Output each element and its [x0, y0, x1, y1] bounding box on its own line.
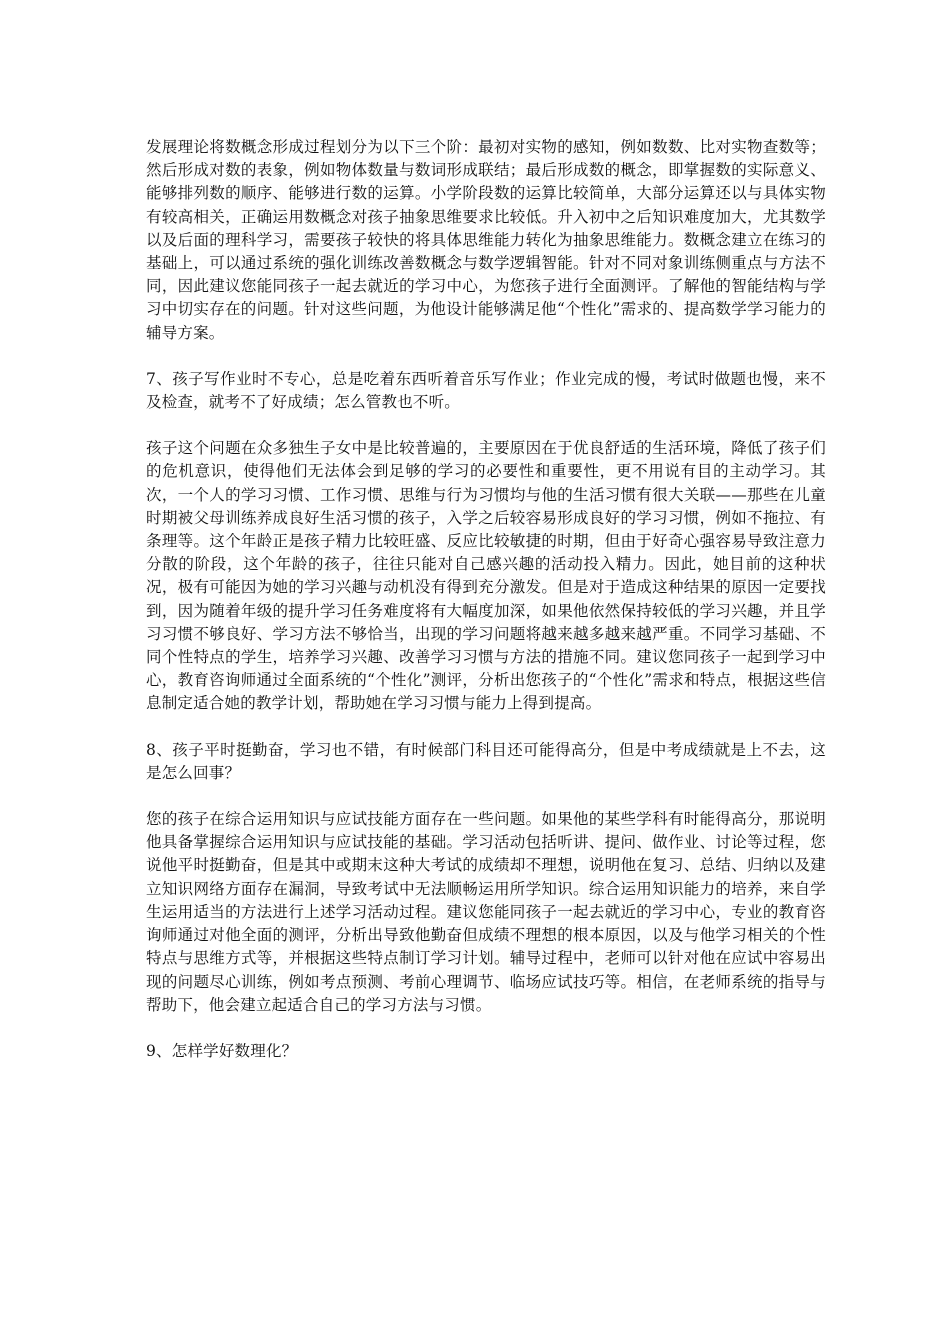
paragraph-number-concept: 发展理论将数概念形成过程划分为以下三个阶：最初对实物的感知，例如数数、比对实物查数等；然后形成对数的表象，例如物体数量与数词形成联结；最后形成数的概念，即掌握数的实际意义、能够排列数的顺序、能够进行数的运算。小学阶段数的运算比较简单，大部分运算还以与具体实物有较高相关，正确运用数概念对孩子抽象思维要求比较低。升入初中之后知识难度加大，尤其数学以及后面的理科学习，需要孩子较快的将具体思维能力转化为抽象思维能力。数概念建立在练习的基础上，可以通过系统的强化训练改善数概念与数学逻辑智能。针对不同对象训练侧重点与方法不同，因此建议您能同孩子一起去就近的学习中心，为您孩子进行全面测评。了解他的智能结构与学习中切实存在的问题。针对这些问题，为他设计能够满足他“个性化”需求的、提高数学学习能力的辅导方案。	[146, 138, 826, 342]
document-body	[146, 136, 826, 1086]
answer-8: 您的孩子在综合运用知识与应试技能方面存在一些问题。如果他的某些学科有时能得高分，那说明他具备掌握综合运用知识与应试技能的基础。学习活动包括听讲、提问、做作业、讨论等过程，您说他平时挺勤奋，但是其中或期末这种大考试的成绩却不理想，说明他在复习、总结、归纳以及建立知识网络方面存在漏洞，导致考试中无法顺畅运用所学知识。综合运用知识能力的培养，来自学生运用适当的方法进行上述学习活动过程。建议您能同孩子一起去就近的学习中心，专业的教育咨询师通过对他全面的测评，分析出导致他勤奋但成绩不理想的根本原因，以及与他学习相关的个性特点与思维方式等，并根据这些特点制订学习计划。辅导过程中，老师可以针对他在应试中容易出现的问题尽心训练，例如考点预测、考前心理调节、临场应试技巧等。相信，在老师系统的指导与帮助下，他会建立起适合自己的学习方法与习惯。	[146, 810, 826, 1014]
question-7: 7、孩子写作业时不专心，总是吃着东西听着音乐写作业；作业完成的慢，考试时做题也慢，来不及检查，就考不了好成绩；怎么管教也不听。	[146, 369, 826, 412]
question-8: 8、孩子平时挺勤奋，学习也不错，有时候部门科目还可能得高分，但是中考成绩就是上不去，这是怎么回事？	[146, 740, 826, 782]
answer-7: 孩子这个问题在众多独生子女中是比较普遍的，主要原因在于优良舒适的生活环境，降低了孩子们的危机意识，使得他们无法体会到足够的学习的必要性和重要性，更不用说有目的主动学习。其次，一个人的学习习惯、工作习惯、思维与行为习惯均与他的生活习惯有很大关联——那些在儿童时期被父母训练养成良好生活习惯的孩子，入学之后较容易形成良好的学习习惯，例如不拖拉、有条理等。这个年龄正是孩子精力比较旺盛、反应比较敏捷的时期，但由于好奇心强容易导致注意力分散的阶段，这个年龄的孩子，往往只能对自己感兴趣的活动投入精力。因此，她目前的这种状况，极有可能因为她的学习兴趣与动机没有得到充分激发。但是对于造成这种结果的原因一定要找到，因为随着年级的提升学习任务难度将有大幅度加深，如果他依然保持较低的学习兴趣，并且学习习惯不够良好、学习方法不够恰当，出现的学习问题将越来越多越来越严重。不同学习基础、不同个性特点的学生，培养学习兴趣、改善学习习惯与方法的措施不同。建议您同孩子一起到学习中心，教育咨询师通过全面系统的“个性化”测评，分析出您孩子的“个性化”需求和特点，根据这些信息制定适合她的教学计划，帮助她在学习习惯与能力上得到提高。	[146, 439, 826, 713]
question-9: 9、怎样学好数理化？	[146, 1041, 298, 1060]
